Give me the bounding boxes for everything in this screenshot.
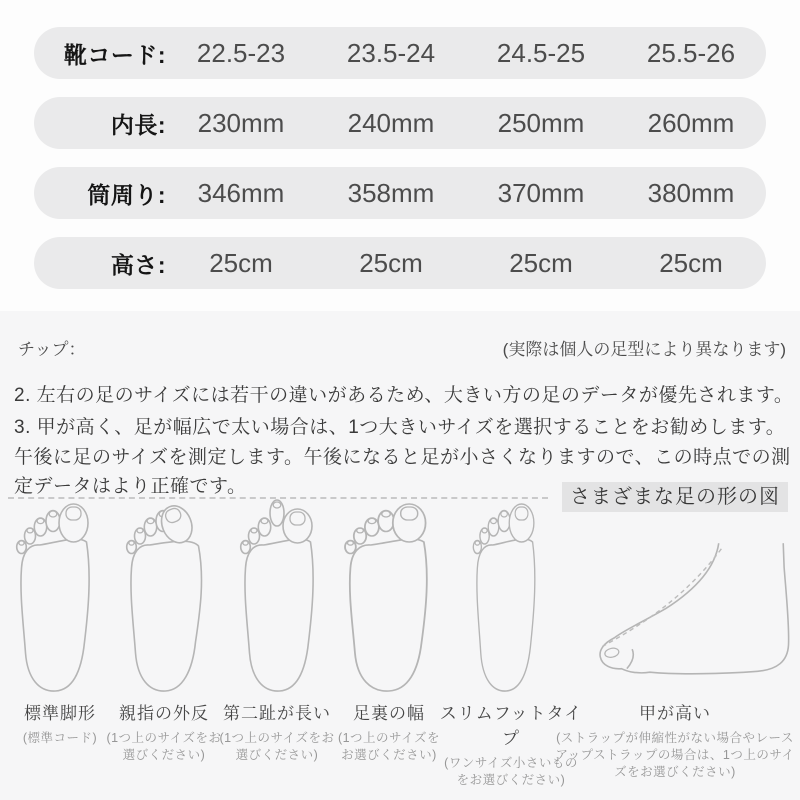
foot-type-standard <box>5 699 115 747</box>
size-value: 260mm <box>647 107 735 138</box>
size-table-section <box>0 0 800 311</box>
row-label-shaft-girth: 筒周り: <box>87 181 166 208</box>
foot-type-label: スリムフットタイプ <box>439 704 583 748</box>
foot-type-label: 足裏の幅 <box>353 704 425 723</box>
size-value: 25cm <box>359 247 423 278</box>
row-values <box>166 178 766 209</box>
instep-measure-dashed-line <box>602 548 722 647</box>
foot-standard-illustration <box>8 494 113 694</box>
row-values <box>166 108 766 139</box>
foot-type-label: 甲が高い <box>639 704 711 723</box>
tips-heading-row <box>18 335 786 360</box>
tips-section <box>0 311 800 800</box>
foot-slim-illustration <box>466 494 555 694</box>
size-value: 250mm <box>497 107 585 138</box>
tip-3-line: 定データはより正確です。 <box>14 476 247 497</box>
foot-type-note: (1つ上のサイズをお選びください) <box>106 731 222 762</box>
foot-type-high-instep <box>555 699 795 781</box>
size-value: 25cm <box>659 247 723 278</box>
foot-type-label: 標準脚形 <box>24 704 96 723</box>
row-values <box>166 248 766 279</box>
size-value: 380mm <box>647 177 735 208</box>
size-value: 240mm <box>347 107 435 138</box>
size-value: 25cm <box>209 247 273 278</box>
row-values <box>166 38 766 69</box>
foot-bunion-illustration <box>118 494 223 694</box>
size-row-inner-length <box>34 97 766 149</box>
foot-high-instep-illustration <box>588 538 800 688</box>
foot-type-note: (ワンサイズ小さいものをお選びください) <box>444 756 578 787</box>
row-label-height: 高さ: <box>110 251 166 278</box>
foot-type-note: (標準コード) <box>22 731 98 745</box>
size-row-height <box>34 237 766 289</box>
row-label-inner-length: 内長: <box>110 111 166 138</box>
tip-3-line: 午後に足のサイズを測定します。午後になると足が小さくなりますので、この時点での測 <box>14 446 791 468</box>
foot-type-wide-sole <box>333 699 445 764</box>
size-row-shoe-code <box>34 27 766 79</box>
foot-type-label: 第二趾が長い <box>223 704 331 723</box>
size-value: 230mm <box>197 107 285 138</box>
size-value: 22.5-23 <box>196 37 286 68</box>
tip-3-line: 3. 甲が高く、足が幅広で太い場合は、1つ大きいサイズを選択することをお勧めします。 <box>14 417 786 438</box>
foot-long-second-toe-illustration <box>232 494 337 694</box>
foot-wide-illustration <box>335 494 454 694</box>
size-value: 346mm <box>197 177 285 208</box>
foot-type-note: (ストラップが伸縮性がない場合やレースアップストラップの場合は、1つ上のサイズをお選びください) <box>555 731 795 779</box>
size-value: 25.5-26 <box>646 37 736 68</box>
foot-type-label: 親指の外反 <box>119 704 209 723</box>
size-value: 358mm <box>347 177 435 208</box>
size-value: 25cm <box>509 247 573 278</box>
tip-2-text: 2. 左右の足のサイズには若干の違いがあるため、大きい方の足のデータが優先されます。 <box>14 385 794 406</box>
foot-type-note: (1つ上のサイズをお選びください) <box>219 731 335 762</box>
size-value: 24.5-25 <box>496 37 586 68</box>
size-value: 23.5-24 <box>346 37 436 68</box>
row-label-shoe-code: 靴コード: <box>63 41 166 68</box>
tips-disclaimer: (実際は個人の足型により異なります) <box>502 340 786 359</box>
tips-heading: チップ： <box>18 340 86 359</box>
size-row-shaft-girth <box>34 167 766 219</box>
foot-type-long-second-toe <box>218 699 336 764</box>
foot-shapes-title: さまざまな足の形の図 <box>562 482 788 512</box>
foot-type-note: (1つ上のサイズをお選びください) <box>337 731 441 762</box>
size-value: 370mm <box>497 177 585 208</box>
foot-type-bunion <box>105 699 223 764</box>
